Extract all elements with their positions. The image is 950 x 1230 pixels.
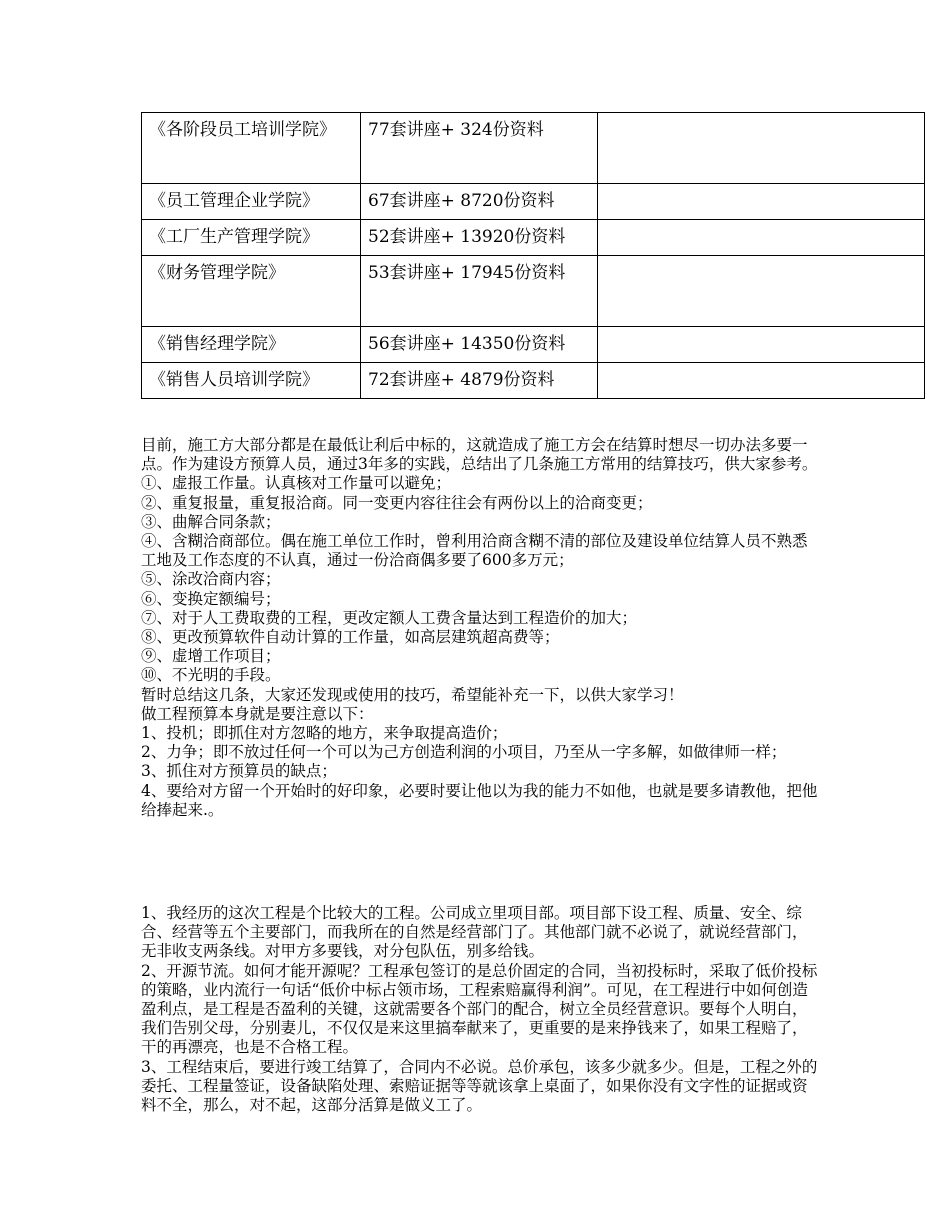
course-name-cell: 《财务管理学院》 — [142, 256, 361, 327]
settlement-tips-section — [141, 436, 821, 820]
course-note-cell — [598, 220, 925, 256]
experience-paragraph: 3、工程结束后，要进行竣工结算了，合同内不必说。总价承包，该多少就多少。但是，工程之外的委托、工程量签证，设备缺陷处理、索赔证据等等就该拿上桌面了，如果你没有文字性的证据或资料不全，那么，对不起，这部分活算是做义工了。 — [141, 1057, 818, 1115]
closing-paragraph: 暂时总结这几条，大家还发现或使用的技巧，希望能补充一下，以供大家学习！ — [141, 685, 684, 704]
course-content-cell: 77套讲座+ 324份资料 — [361, 113, 598, 184]
course-note-cell — [598, 363, 925, 399]
tip-item: ⑦、对于人工费取费的工程，更改定额人工费含量达到工程造价的加大； — [141, 608, 638, 627]
tip-item: ⑨、虚增工作项目； — [141, 647, 281, 666]
course-catalog-table — [141, 112, 925, 399]
course-content-cell: 72套讲座+ 4879份资料 — [361, 363, 598, 399]
table-row — [142, 113, 925, 184]
budget-note-item: 3、抓住对方预算员的缺点； — [141, 762, 337, 781]
tip-item: ⑧、更改预算软件自动计算的工作量，如高层建筑超高费等； — [141, 628, 560, 647]
course-content-cell: 53套讲座+ 17945份资料 — [361, 256, 598, 327]
course-note-cell — [598, 113, 925, 184]
course-content-cell: 67套讲座+ 8720份资料 — [361, 184, 598, 220]
course-name-cell: 《销售人员培训学院》 — [142, 363, 361, 399]
tip-item: ①、虚报工作量。认真核对工作量可以避免； — [141, 474, 452, 493]
tip-item: ⑥、变换定额编号； — [141, 589, 281, 608]
course-name-cell: 《员工管理企业学院》 — [142, 184, 361, 220]
course-name-cell: 《销售经理学院》 — [142, 327, 361, 363]
course-content-cell: 52套讲座+ 13920份资料 — [361, 220, 598, 256]
course-name-cell: 《各阶段员工培训学院》 — [142, 113, 361, 184]
intro-paragraph: 目前，施工方大部分都是在最低让利后中标的，这就造成了施工方会在结算时想尽一切办法多要一点。作为建设方预算人员，通过3年多的实践，总结出了几条施工方常用的结算技巧，供大家参考。 — [141, 436, 818, 474]
project-experience-section — [141, 904, 821, 1115]
tip-item: ②、重复报量，重复报洽商。同一变更内容往往会有两份以上的洽商变更； — [141, 493, 653, 512]
budget-note-item: 2、力争；即不放过任何一个可以为己方创造利润的小项目，乃至从一字多解，如做律师一样； — [141, 743, 787, 762]
table-row — [142, 184, 925, 220]
course-note-cell — [598, 184, 925, 220]
budget-note-item: 4、要给对方留一个开始时的好印象，必要时要让他以为我的能力不如他，也就是要多请教他，把他给捧起来.。 — [141, 781, 818, 819]
course-note-cell — [598, 327, 925, 363]
tip-item: ⑤、涂改洽商内容； — [141, 570, 281, 589]
course-note-cell — [598, 256, 925, 327]
budget-notes-heading: 做工程预算本身就是要注意以下： — [141, 704, 374, 723]
table-row — [142, 256, 925, 327]
experience-paragraph: 2、开源节流。如何才能开源呢？工程承包签订的是总价固定的合同，当初投标时，采取了低价投标的策略，业内流行一句话“低价中标占领市场，工程索赔赢得利润”。可见，在工程进行中如何创造盈利点，是工程是否盈利的关键，这就需要各个部门的配合，树立全员经营意识。要每个人明白，我们告别父母，分别妻儿，不仅仅是来这里搞奉献来了，更重要的是来挣钱来了，如果工程赔了，干的再漂亮，也是不合格工程。 — [141, 961, 818, 1057]
budget-note-item: 1、投机；即抓住对方忽略的地方，来争取提高造价； — [141, 724, 508, 743]
table-row — [142, 363, 925, 399]
experience-paragraph: 1、我经历的这次工程是个比较大的工程。公司成立里项目部。项目部下设工程、质量、安全、综合、经营等五个主要部门，而我所在的自然是经营部门了。其他部门就不必说了，就说经营部门，无非收支两条线。对甲方多要钱，对分包队伍，别多给钱。 — [141, 904, 808, 961]
tip-item: ④、含糊洽商部位。偶在施工单位工作时，曾利用洽商含糊不清的部位及建设单位结算人员不熟悉工地及工作态度的不认真，通过一份洽商偶多要了600多万元； — [141, 532, 808, 570]
table-row — [142, 220, 925, 256]
table-row — [142, 327, 925, 363]
tip-item: ③、曲解合同条款； — [141, 512, 281, 531]
course-name-cell: 《工厂生产管理学院》 — [142, 220, 361, 256]
tip-item: ⑩、不光明的手段。 — [141, 666, 281, 685]
course-content-cell: 56套讲座+ 14350份资料 — [361, 327, 598, 363]
